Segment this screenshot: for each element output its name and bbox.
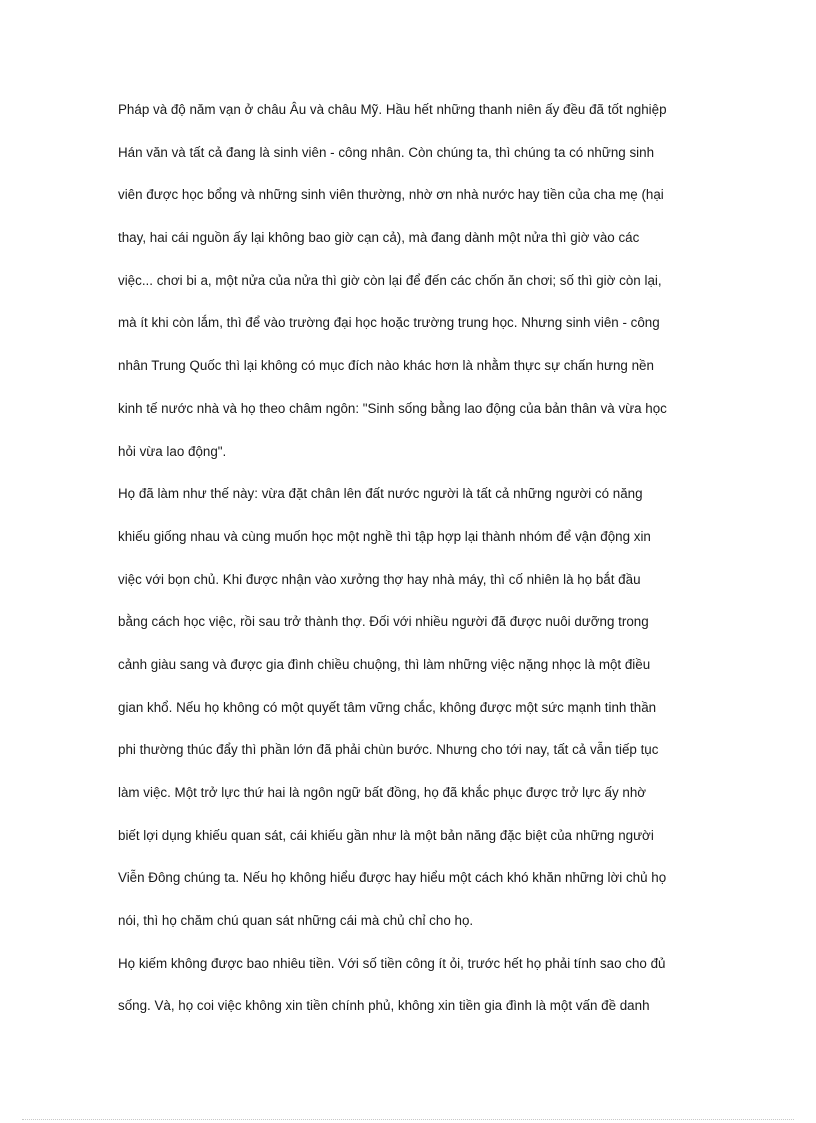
text-line: làm việc. Một trở lực thứ hai là ngôn ngữ bất đồng, họ đã khắc phục được trở lực ấy nhờ <box>118 785 647 800</box>
text-line: kinh tế nước nhà và họ theo châm ngôn: "Sinh sống bằng lao động của bản thân và vừa học <box>118 400 667 416</box>
text-line: Hán văn và tất cả đang là sinh viên - công nhân. Còn chúng ta, thì chúng ta có những sinh <box>118 144 655 160</box>
text-line: biết lợi dụng khiếu quan sát, cái khiếu gần như là một bản năng đặc biệt của những người <box>118 827 654 843</box>
text-line: thay, hai cái nguồn ấy lại không bao giờ cạn cả), mà đang dành một nửa thì giờ vào các <box>118 230 640 246</box>
text-line: hỏi vừa lao động". <box>118 443 227 459</box>
text-line: cảnh giàu sang và được gia đình chiều chuộng, thì làm những việc nặng nhọc là một điều <box>118 656 651 672</box>
text-line: bằng cách học việc, rồi sau trở thành thợ. Đối với nhiều người đã được nuôi dưỡng trong <box>118 614 649 630</box>
page-bottom-divider <box>22 1119 794 1120</box>
text-line: mà ít khi còn lắm, thì để vào trường đại học hoặc trường trung học. Nhưng sinh viên - công <box>118 315 660 331</box>
text-line: Họ kiếm không được bao nhiêu tiền. Với số tiền công ít ỏi, trước hết họ phải tính sao cho đủ <box>118 955 666 971</box>
text-line: việc... chơi bi a, một nửa của nửa thì giờ còn lại để đến các chốn ăn chơi; số thì giờ còn lại, <box>118 272 662 288</box>
text-line: khiếu giống nhau và cùng muốn học một nghề thì tập hợp lại thành nhóm để vận động xin <box>118 528 651 544</box>
text-line: nói, thì họ chăm chú quan sát những cái mà chủ chỉ cho họ. <box>118 913 474 929</box>
text-line: Họ đã làm như thế này: vừa đặt chân lên đất nước người là tất cả những người có năng <box>118 486 643 502</box>
text-line: nhân Trung Quốc thì lại không có mục đích nào khác hơn là nhằm thực sự chấn hưng nền <box>118 358 654 374</box>
text-line: gian khổ. Nếu họ không có một quyết tâm vững chắc, không được một sức mạnh tinh thần <box>118 699 657 715</box>
text-line: Viễn Đông chúng ta. Nếu họ không hiểu được hay hiểu một cách khó khăn những lời chủ họ <box>118 870 667 886</box>
text-line: việc với bọn chủ. Khi được nhận vào xưởng thợ hay nhà máy, thì cố nhiên là họ bắt đầu <box>118 571 641 587</box>
text-line: sống. Và, họ coi việc không xin tiền chính phủ, không xin tiền gia đình là một vấn đề danh <box>118 998 650 1014</box>
body-text <box>118 98 703 1037</box>
text-line: phi thường thúc đẩy thì phần lớn đã phải chùn bước. Nhưng cho tới nay, tất cả vẫn tiếp tục <box>118 742 659 758</box>
text-line: viên được học bổng và những sinh viên thường, nhờ ơn nhà nước hay tiền của cha mẹ (hại <box>118 187 664 203</box>
text-line: Pháp và độ năm vạn ở châu Âu và châu Mỹ. Hầu hết những thanh niên ấy đều đã tốt nghiệp <box>118 102 667 117</box>
